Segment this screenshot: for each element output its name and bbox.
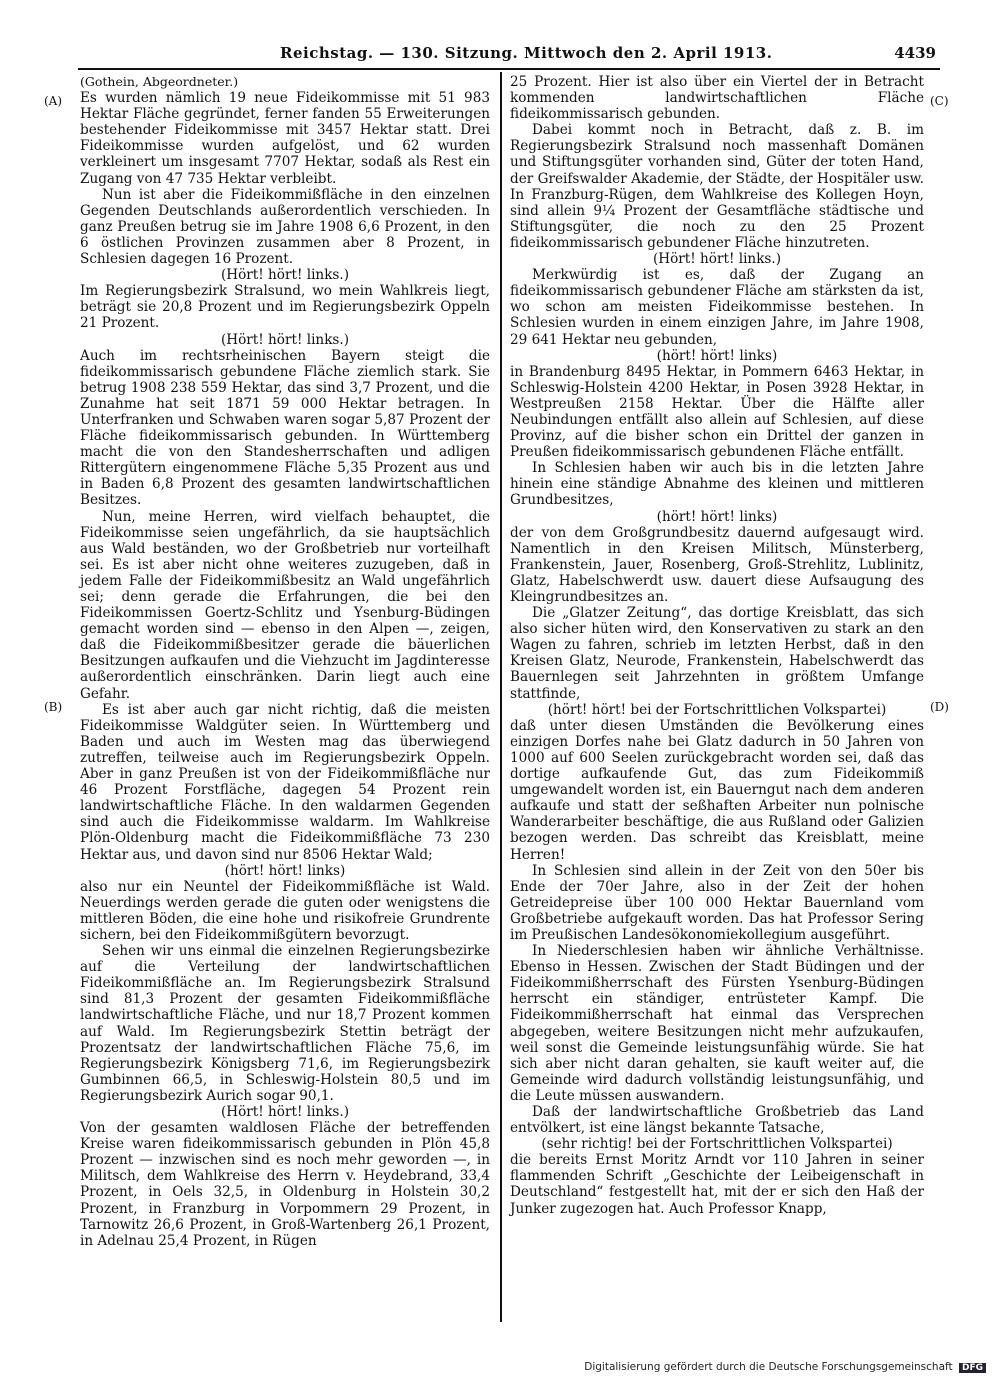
- interjection: (hört! hört! bei der Fortschrittlichen Volkspartei): [547, 701, 887, 718]
- paragraph: Nun, meine Herren, wird vielfach behauptet, die Fideikommisse seien ungefährlich, da sie hauptsächlich aus Wald beständen, wo der Großbetrieb nur vorteilhaft sei. Es ist aber nicht ohne weiteres zuzugeben, daß in jedem Falle der Fideikommißbesitz an Wald ungefährlich sei; denn gerade die Erfahrungen, die bei den Fideikommissen Goertz-Schlitz und Ysenburg-Büdingen gemacht worden sind — ebenso in den Alpen —, zeigen, daß die Fideikommißbesitzer gerade die bäuerlichen Besitzungen aufkaufen und die Viehzucht im Jagdinteresse außerordentlich einschränken. Darin liegt auch eine Gefahr.: [80, 508, 490, 702]
- paragraph: In Schlesien haben wir auch bis in die letzten Jahre hinein eine ständige Abnahme des kleinen und mittleren Grundbesitzes,: [510, 460, 924, 509]
- paragraph: also nur ein Neuntel der Fideikommißfläche ist Wald. Neuerdings werden gerade die guten oder wenigstens die mittleren Böden, die eine hohe und risikofreie Grundrente sichern, bei den Fideikommißgütern bevorzugt.: [80, 878, 490, 943]
- paragraph: Im Regierungsbezirk Stralsund, wo mein Wahlkreis liegt, beträgt sie 20,8 Prozent und im Regierungsbezirk Oppeln 21 Prozent.: [80, 283, 490, 332]
- interjection: (hört! hört! links): [656, 508, 778, 525]
- margin-mark-c: (C): [930, 94, 949, 108]
- interjection: (hört! hört! links): [656, 347, 778, 364]
- page-header: [80, 44, 940, 66]
- paragraph: die bereits Ernst Moritz Arndt vor 110 Jahren in seiner flammenden Schrift „Geschichte der Leibeigenschaft in Deutschland“ festgestellt hat, mit der er sich den Haß der Junker zugezogen hat. Auch Professor Knapp,: [510, 1152, 924, 1217]
- paragraph: In Niederschlesien haben wir ähnliche Verhältnisse. Ebenso in Hessen. Zwischen der Stadt Büdingen und der Fideikommißherrschaft des Fürsten Ysenburg-Büdingen herrscht ein ständiger, entrüsteter Kampf. Die Fideikommißherrschaft hat einmal das Versprechen abgegeben, weitere Besitzungen nicht mehr aufzukaufen, weil sonst die Gemeinde leistungsunfähig würde. Sie hat sich aber nicht daran gehalten, sie kauft weiter auf, die Gemeinde wird dadurch vollständig leistungsunfähig, und die Leute müssen auswandern.: [510, 943, 924, 1104]
- interjection: (hört! hört! links): [224, 862, 346, 879]
- paragraph: Die „Glatzer Zeitung“, das dortige Kreisblatt, das sich also sicher hüten wird, den Konservativen zu stark an den Wagen zu fahren, schrieb im letzten Herbst, daß in den Kreisen Glatz, Neurode, Frankenstein, Habelschwerdt das Bauernlegen seit Jahrzehnten in größtem Umfange stattfinde,: [510, 605, 924, 702]
- right-column: [510, 74, 924, 1217]
- paragraph: der von dem Großgrundbesitz dauernd aufgesaugt wird. Namentlich in den Kreisen Militsch, Münsterberg, Frankenstein, Jauer, Rosenberg, Groß-Strehlitz, Lublinitz, Glatz, Habelschwerdt usw. dauert diese Aufsaugung des Kleingrundbesitzes an.: [510, 524, 924, 605]
- left-column: [80, 74, 490, 1249]
- paragraph: 25 Prozent. Hier ist also über ein Viertel der in Betracht kommenden landwirtschaftlichen Fläche fideikommissarisch gebunden.: [510, 74, 924, 123]
- header-title: Reichstag. — 130. Sitzung. Mittwoch den 2. April 1913.: [280, 44, 773, 62]
- paragraph: In Schlesien sind allein in der Zeit von den 50er bis Ende der 70er Jahre, also in der Zeit der hohen Getreidepreise über 100 000 Hektar Bauernland vom Großbetriebe aufgekauft worden. Das hat Professor Sering im Preußischen Landesökonomiekollegium ausgeführt.: [510, 862, 924, 943]
- speaker-label: (Gothein, Abgeordneter.): [80, 74, 239, 89]
- paragraph: Dabei kommt noch in Betracht, daß z. B. im Regierungsbezirk Stralsund noch massenhaft Domänen und Stiftungsgüter vorhanden sind, Güter der toten Hand, der Greifswalder Akademie, der Städte, der Hospitäler usw. In Franzburg-Rügen, dem Wahlkreise des Kollegen Hoyn, sind allein 9¼ Prozent der Gesamtfläche städtische und Stiftungsgüter, die noch zu den 25 Prozent fideikommissarisch gebundener Fläche hinzutreten.: [510, 122, 924, 251]
- margin-mark-b: (B): [44, 700, 63, 714]
- paragraph: in Brandenburg 8495 Hektar, in Pommern 6463 Hektar, in Schleswig-Holstein 4200 Hektar, in Posen 3928 Hektar, in Westpreußen 2158 Hektar. Über die Hälfte aller Neubindungen entfällt also allein auf Schlesien, auf diese Provinz, auf die bisher schon ein Drittel der ganzen in Preußen fideikommissarisch gebundenen Fläche entfällt.: [510, 363, 924, 461]
- margin-mark-d: (D): [930, 700, 949, 714]
- digitization-credit: [584, 1361, 986, 1373]
- interjection: (Hört! hört! links.): [220, 1104, 350, 1120]
- paragraph: Merkwürdig ist es, daß der Zugang an fideikommissarisch gebundener Fläche am stärksten da ist, wo schon am meisten Fideikommisse bestehen. In Schlesien wurden in einem einzigen Jahre, im Jahre 1908, 29 641 Hektar neu gebunden,: [510, 267, 924, 348]
- paragraph: Daß der landwirtschaftliche Großbetrieb das Land entvölkert, ist eine längst bekannte Tatsache,: [510, 1104, 924, 1137]
- paragraph: Sehen wir uns einmal die einzelnen Regierungsbezirke auf die Verteilung der landwirtschaftlichen Fideikommißfläche an. Im Regierungsbezirk Stralsund sind 81,3 Prozent der gesamten Fideikommißfläche landwirtschaftliche Fläche, und nur 18,7 Prozent kommen auf Wald. Im Regierungsbezirk Stettin beträgt der Prozentsatz der landwirtschaftlichen Fläche 75,6, im Regierungsbezirk Königsberg 71,6, im Regierungsbezirk Gumbinnen 66,5, in Schleswig-Holstein 80,5 und im Regierungsbezirk Aurich sogar 90,1.: [80, 943, 490, 1104]
- credit-text: Digitalisierung gefördert durch die Deutsche Forschungsgemeinschaft: [584, 1361, 953, 1373]
- column-divider: [500, 72, 502, 1322]
- paragraph: Nun ist aber die Fideikommißfläche in den einzelnen Gegenden Deutschlands außerordentlich verschieden. In ganz Preußen betrug sie im Jahre 1908 6,6 Prozent, in den 6 östlichen Provinzen zusammen aber 8 Prozent, in Schlesien dagegen 16 Prozent.: [80, 186, 490, 268]
- interjection: (Hört! hört! links.): [220, 331, 350, 348]
- dfg-logo: DFG: [959, 1363, 986, 1373]
- interjection: (Hört! hört! links.): [652, 251, 782, 268]
- paragraph: Es ist aber auch gar nicht richtig, daß die meisten Fideikommisse Waldgüter seien. In Württemberg und Baden und auch im Westen mag das überwiegend zutreffen, teilweise auch im Regierungsbezirk Oppeln. Aber in ganz Preußen ist von der Fideikommißfläche nur 46 Prozent Forstfläche, dagegen 54 Prozent rein landwirtschaftliche Fläche. In den waldarmen Gegenden sind auch die Fideikommisse waldarm. Im Wahlkreise Plön-Oldenburg macht die Fideikommißfläche 73 230 Hektar aus, und davon sind nur 8506 Hektar Wald;: [80, 701, 490, 863]
- paragraph: daß unter diesen Umständen die Bevölkerung eines einzigen Dorfes nahe bei Glatz dadurch in 50 Jahren von 1000 auf 600 Seelen zurückgebracht worden sei, daß das dortige aufkaufende Gut, das zum Fideikommiß umgewandelt worden ist, ein Bauerngut nach dem anderen aufkaufe und statt der seßhaften Arbeiter nun polnische Wanderarbeiter beschäftige, die aus Rußland oder Galizien bezogen werden. Das schreibt das Kreisblatt, meine Herren!: [510, 717, 924, 863]
- interjection: (Hört! hört! links.): [220, 267, 350, 284]
- header-rule: [78, 68, 940, 70]
- paragraph: Es wurden nämlich 19 neue Fideikommisse mit 51 983 Hektar Fläche gegründet, ferner fanden 55 Erweiterungen bestehender Fideikommisse mit 3457 Hektar statt. Drei Fideikommisse wurden aufgelöst, und 62 wurden verkleinert um insgesamt 7707 Hektar, sodaß als Rest ein Zugang von 47 735 Hektar verbleibt.: [80, 90, 490, 187]
- margin-mark-a: (A): [44, 94, 63, 108]
- paragraph: Von der gesamten waldlosen Fläche der betreffenden Kreise waren fideikommissarisch gebunden in Plön 45,8 Prozent — inzwischen sind es noch mehr geworden —, in Militsch, dem Wahlkreise des Herrn v. Heydebrand, 33,4 Prozent, in Oels 32,5, in Oldenburg in Holstein 30,2 Prozent, in Franzburg in Vorpommern 29 Prozent, in Tarnowitz 26,6 Prozent, in Groß-Wartenberg 26,1 Prozent, in Adelnau 25,4 Prozent, in Rügen: [80, 1120, 490, 1249]
- interjection: (sehr richtig! bei der Fortschrittlichen Volkspartei): [541, 1136, 893, 1153]
- page-number: 4439: [894, 44, 936, 62]
- paragraph: Auch im rechtsrheinischen Bayern steigt die fideikommissarisch gebundene Fläche ziemlich stark. Sie betrug 1908 238 559 Hektar, das sind 3,7 Prozent, und die Zunahme hat seit 1871 59 000 Hektar betragen. In Unterfranken und Schwaben waren sogar 5,87 Prozent der Fläche fideikommissarisch gebunden. In Württemberg macht die von den Standesherrschaften und adligen Rittergütern eingenommene Fläche 5,35 Prozent aus und in Baden 6,8 Prozent des gesamten landwirtschaftlichen Besitzes.: [80, 347, 490, 509]
